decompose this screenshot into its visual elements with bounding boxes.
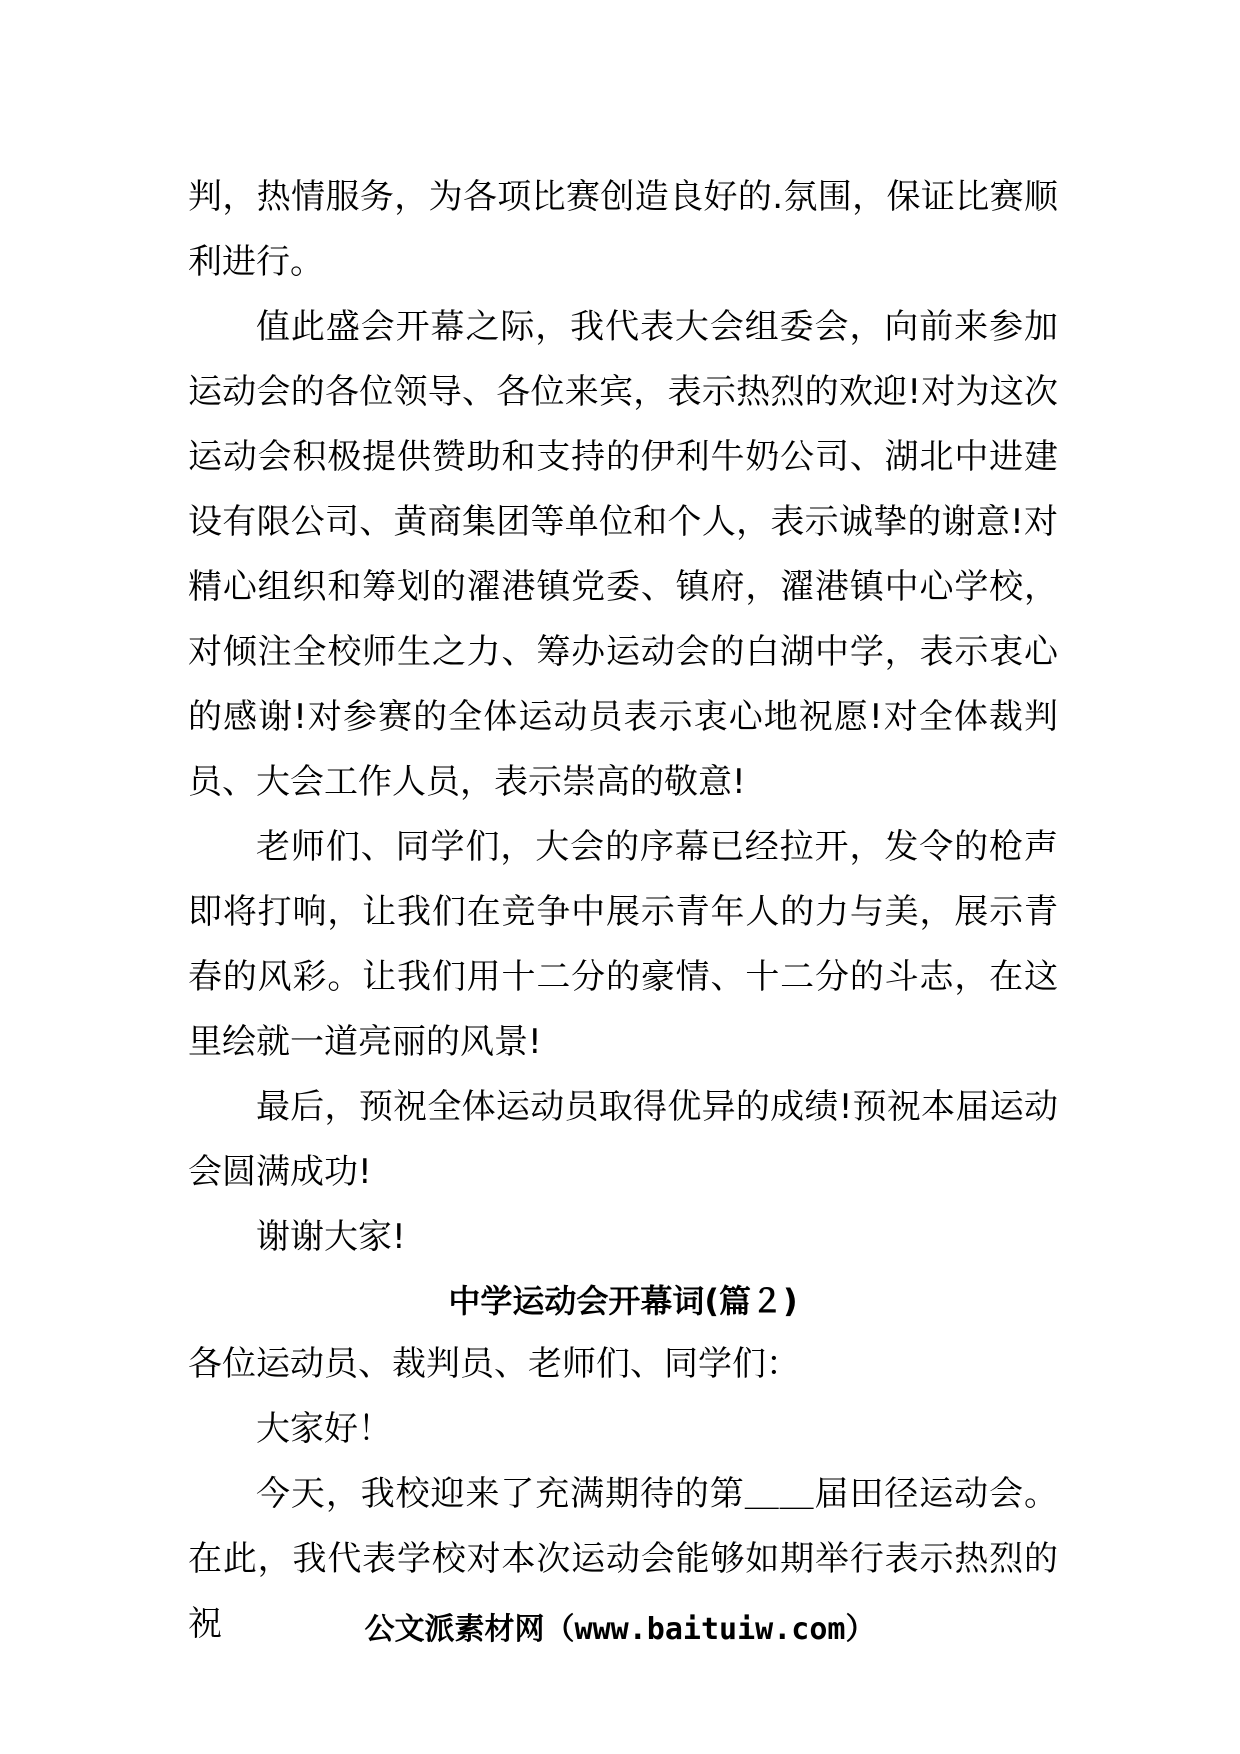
- footer-url: （www.baituiw.com）: [544, 1612, 876, 1647]
- paragraph-wishes: 最后，预祝全体运动员取得优异的成绩!预祝本届运动会圆满成功!: [188, 1087, 1058, 1192]
- paragraph-welcome-thanks: 值此盛会开幕之际，我代表大会组委会，向前来参加运动会的各位领导、各位来宾，表示热烈的欢迎!对为这次运动会积极提供赞助和支持的伊利牛奶公司、湖北中进建设有限公司、黄商集团等单位和个人，表示诚挚的谢意!对精心组织和筹划的濯港镇党委、镇府，濯港镇中心学校，对倾注全校师生之力、筹办运动会的白湖中学，表示衷心的感谢!对参赛的全体运动员表示衷心地祝愿!对全体裁判员、大会工作人员，表示崇高的敬意!: [188, 307, 1058, 802]
- section-heading: 中学运动会开幕词(篇２): [448, 1282, 798, 1320]
- footer-site-name: 公文派素材网: [364, 1612, 545, 1647]
- document-body: [188, 165, 1058, 1657]
- page-footer: [0, 1608, 1240, 1652]
- paragraph-call-to-action: 老师们、同学们，大会的序幕已经拉开，发令的枪声即将打响，让我们在竞争中展示青年人的力与美，展示青春的风彩。让我们用十二分的豪情、十二分的斗志，在这里绘就一道亮丽的风景!: [188, 827, 1058, 1062]
- paragraph-thanks: 谢谢大家!: [256, 1217, 406, 1257]
- paragraph-opening: 今天，我校迎来了充满期待的第＿＿届田径运动会。在此，我代表学校对本次运动会能够如期举行表示热烈的祝: [188, 1474, 1058, 1644]
- greeting: 大家好！: [256, 1409, 392, 1449]
- paragraph-continuation: 判，热情服务，为各项比赛创造良好的.氛围，保证比赛顺利进行。: [188, 177, 1058, 282]
- salutation: 各位运动员、裁判员、老师们、同学们：: [188, 1344, 800, 1384]
